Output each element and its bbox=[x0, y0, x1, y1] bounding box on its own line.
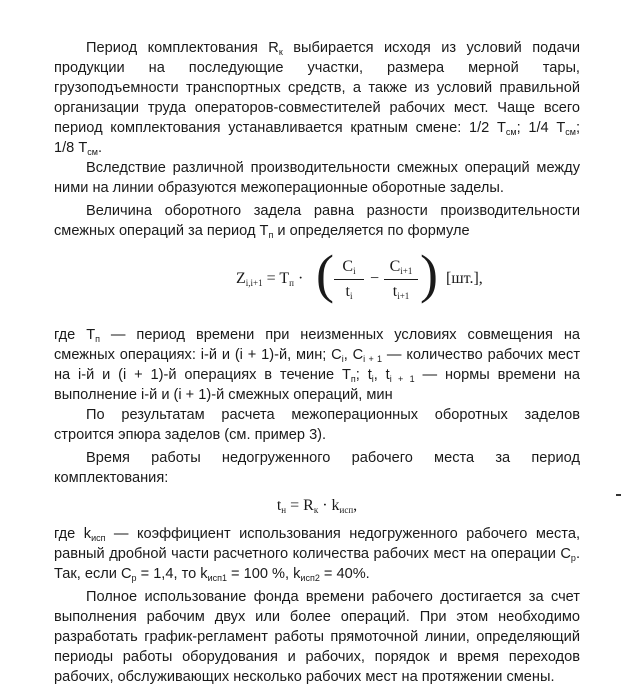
document-page bbox=[54, 38, 580, 687]
fraction-1: $\frac{C_i}{t_i}$ bbox=[334, 257, 364, 302]
paragraph-3: Величина оборотного задела равна разности производительности смежных операций за период $Т_п$ и определяется по формуле bbox=[54, 203, 580, 240]
paragraph-2: Вследствие различной производительности смежных операций между ними на линии образуются межоперационные оборотные заделы. bbox=[54, 160, 580, 196]
formula-worktime: $t_н = R_к \cdot k_{исп}$, bbox=[276, 497, 358, 515]
paragraph-7: где $k_{исп}$ — коэффициент использования недогруженного рабочего места, равный дробной части расчетного количества рабочих мест на операции $С_р$. Так, если $С_р = 1,4$, то $k_{исп1} = 100$ %, $k_{исп2} = 40\%$. bbox=[54, 526, 580, 583]
formula-stock: $Z_{i,i+1} = T_п$ · ( $\frac{C_i}{t_i}$ − $\frac{C_{i+1}}{t_{i+1}}$ ) [шт.], bbox=[236, 244, 483, 304]
paragraph-1: Период комплектования $R_к$ выбирается исходя из условий подачи продукции на последующие участки, размера мерной тары, грузоподъемности транспортных средств, а также из условий правильной организации труда операторов-совместителей рабочих мест. Чаще всего период комплектования устанавливается кратным смене: 1/2 $Т_{см}$; 1/4 $Т_{см}$; 1/8 $Т_{см}$. bbox=[54, 40, 580, 157]
formula-unit: [шт.], bbox=[446, 270, 483, 287]
paragraph-6: Время работы недогруженного рабочего места за период комплектования: bbox=[54, 450, 580, 486]
fraction-2: $\frac{C_{i+1}}{t_{i+1}}$ bbox=[384, 257, 418, 302]
paragraph-4: где $Т_п$ — период времени при неизменных условиях совмещения на смежных операциях: i-й и (i + 1)-й, мин; $C_i$, $C_{i + 1}$ — количество рабочих мест на i-й и (i + 1)-й операциях в течение $Т_п$; $t_i$, $t_{i + 1}$ — нормы времени на выполнение i-й и (i + 1)-й смежных операций, мин bbox=[54, 327, 581, 403]
paragraph-5: По результатам расчета межоперационных оборотных заделов строится эпюра заделов (см. пример 3). bbox=[54, 407, 580, 443]
formula-lhs: $Z_{i,i+1} = T_п$ · bbox=[236, 270, 304, 288]
margin-mark bbox=[616, 494, 621, 496]
paragraph-8: Полное использование фонда времени рабочего достигается за счет выполнения рабочим двух или более операций. При этом необходимо разработать график-регламент работы прямоточной линии, определяющий периоды работы оборудования и рабочих, порядок и время переходов рабочих, обслуживающих несколько рабочих мест на протяжении смены. bbox=[54, 589, 580, 685]
